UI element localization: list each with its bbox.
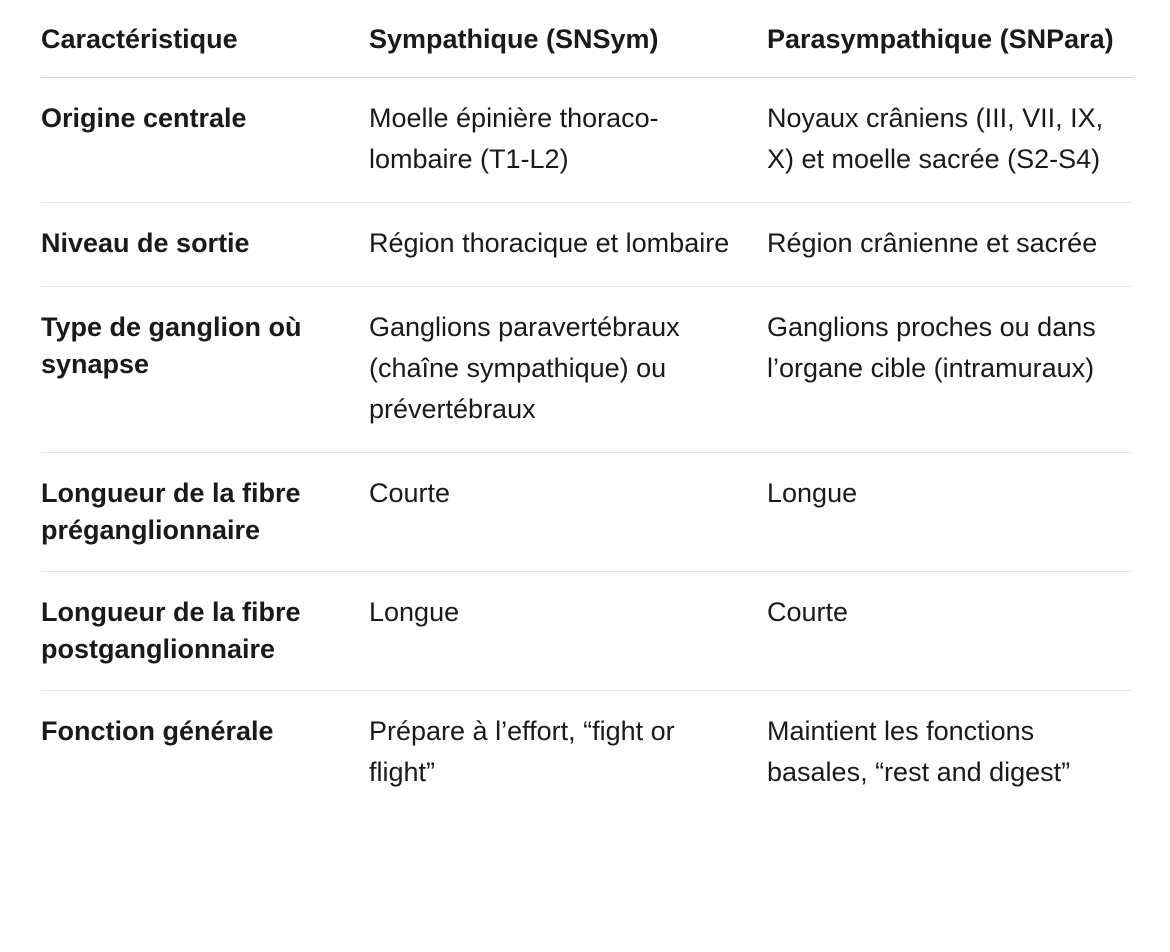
row-label: Niveau de sortie bbox=[41, 228, 250, 258]
cell-sympathique: Prépare à l’effort, “fight or flight” bbox=[369, 716, 675, 787]
cell-parasympathique: Longue bbox=[767, 478, 858, 508]
cell-parasympathique: Courte bbox=[767, 597, 849, 627]
table-body bbox=[41, 78, 1133, 816]
cell-sympathique: Courte bbox=[369, 478, 451, 508]
table-row bbox=[41, 287, 1133, 453]
cell-parasympathique: Région crânienne et sacrée bbox=[767, 228, 1098, 258]
cell-parasympathique: Maintient les fonctions basales, “rest and digest” bbox=[767, 716, 1071, 787]
row-label: Type de ganglion où synapse bbox=[41, 312, 302, 379]
cell-sympathique: Longue bbox=[369, 597, 460, 627]
cell-sympathique: Ganglions paravertébraux (chaîne sympathique) ou prévertébraux bbox=[369, 312, 680, 424]
row-label: Origine centrale bbox=[41, 103, 247, 133]
cell-parasympathique: Noyaux crâniens (III, VII, IX, X) et moelle sacrée (S2-S4) bbox=[767, 103, 1104, 174]
cell-parasympathique: Ganglions proches ou dans l’organe cible (intramuraux) bbox=[767, 312, 1096, 383]
header-caracteristique: Caractéristique bbox=[41, 24, 238, 54]
row-label: Fonction générale bbox=[41, 716, 274, 746]
comparison-table bbox=[41, 18, 1133, 815]
header-parasympathique: Parasympathique (SNPara) bbox=[767, 24, 1114, 54]
table-row bbox=[41, 78, 1133, 203]
row-label: Longueur de la fibre préganglionnaire bbox=[41, 478, 301, 545]
cell-sympathique: Moelle épinière thoraco-lombaire (T1-L2) bbox=[369, 103, 659, 174]
table-row bbox=[41, 691, 1133, 816]
table-row bbox=[41, 203, 1133, 287]
header-sympathique: Sympathique (SNSym) bbox=[369, 24, 659, 54]
header-row bbox=[41, 18, 1133, 78]
table-row bbox=[41, 453, 1133, 572]
table-row bbox=[41, 572, 1133, 691]
table-header bbox=[41, 18, 1133, 78]
cell-sympathique: Région thoracique et lombaire bbox=[369, 228, 730, 258]
row-label: Longueur de la fibre postganglionnaire bbox=[41, 597, 301, 664]
comparison-table-container bbox=[41, 18, 1133, 815]
